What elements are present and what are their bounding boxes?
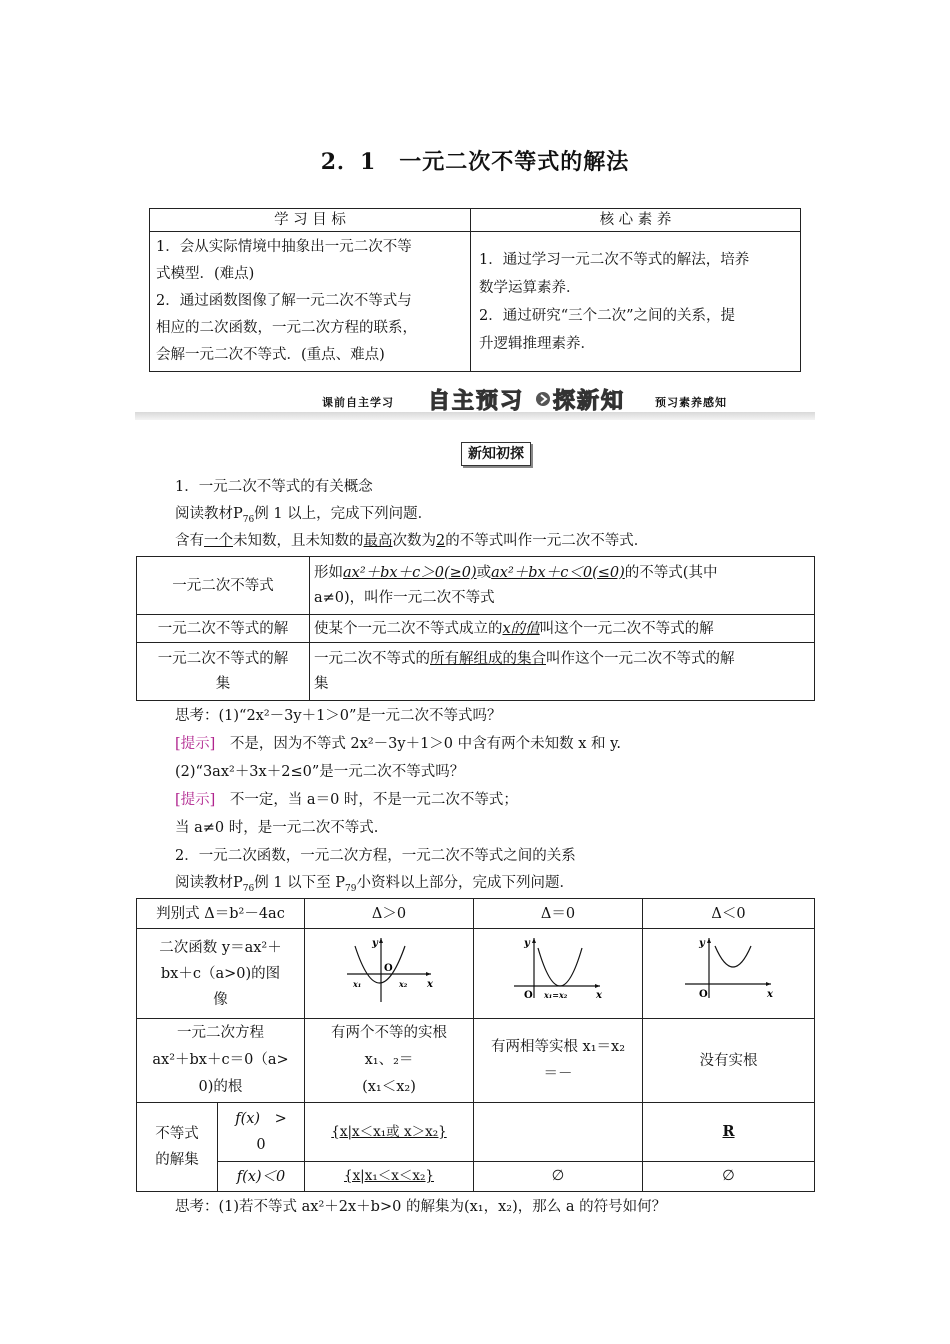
svg-text:x: x (427, 979, 433, 990)
rel-h1: Δ＞0 (305, 899, 474, 929)
concept-r3-label: 一元二次不等式的解 集 (137, 643, 310, 701)
objectives-left-cell (150, 232, 471, 372)
svg-text:y: y (524, 938, 530, 949)
svg-text:x₂: x₂ (399, 979, 408, 989)
concept-r2-label: 一元二次不等式的解 (137, 615, 310, 643)
svg-text:O: O (524, 990, 533, 1001)
literacy-line: 升逻辑推理素养． (479, 335, 595, 352)
rel-root-2: 有两相等实根 x₁＝x₂ ＝－ (474, 1019, 643, 1103)
concept-table (136, 556, 815, 701)
s2-heading: 2．一元二次函数，一元二次方程，一元二次不等式之间的关系 (175, 848, 576, 864)
objectives-table (149, 208, 801, 372)
banner-right-text: 预习素养感知 (655, 396, 727, 409)
think1-q1: 思考：(1)“2x²－3y＋1＞0”是一元二次不等式吗？ (175, 708, 502, 724)
page-title: 2．1 一元二次不等式的解法 (320, 149, 630, 175)
rel-lt-2: ∅ (474, 1161, 643, 1191)
s1-heading: 1．一元二次不等式的有关概念 (175, 479, 373, 495)
literacy-line: 2．通过研究“三个二次”之间的关系，提 (479, 307, 736, 324)
rel-root-label: 一元二次方程 ax²＋bx＋c＝0（a> 0)的根 (137, 1019, 305, 1103)
objectives-header-left: 学 习 目 标 (150, 209, 471, 232)
rel-lt-1: {x|x₁＜x＜x₂} (305, 1161, 474, 1191)
section-label (436, 442, 556, 464)
think1-a2: [提示] 不一定，当 a＝0 时，不是一元二次不等式； (175, 792, 518, 808)
rel-ineq-label: 不等式 的解集 (137, 1103, 218, 1191)
rel-graph-2 (474, 929, 643, 1019)
banner-arrow-icon (534, 390, 552, 408)
parabola-no-root-graph (679, 934, 779, 1004)
svg-text:O: O (384, 963, 393, 974)
rel-gt-1: {x|x＜x₁或 x＞x₂} (305, 1103, 474, 1162)
rel-graph-label: 二次函数 y＝ax²＋ bx＋c（a>0)的图 像 (137, 929, 305, 1019)
relation-table (136, 898, 815, 1192)
parabola-two-roots-graph (339, 934, 439, 1004)
concept-r3-content: 一元二次不等式的所有解组成的集合叫作这个一元二次不等式的解 集 (310, 643, 815, 701)
think2: 思考：(1)若不等式 ax²＋2x＋b>0 的解集为(x₁，x₂)，那么 a 的符号如何？ (175, 1199, 667, 1215)
rel-root-1: 有两个不等的实根 x₁、₂＝ (x₁＜x₂) (305, 1019, 474, 1103)
svg-text:x₁: x₁ (353, 979, 362, 989)
objective-line: 式模型．(难点) (156, 266, 255, 282)
concept-r2-content: 使某个一元二次不等式成立的x的值叫这个一元二次不等式的解 (310, 615, 815, 643)
concept-r1-content: 形如ax²＋bx＋c＞0(≥0)或ax²＋bx＋c＜0(≤0)的不等式(其中 a≠0)，叫作一元二次不等式 (310, 557, 815, 615)
think1-a2b: 当 a≠0 时，是一元二次不等式. (175, 820, 379, 836)
rel-lt-3: ∅ (643, 1161, 815, 1191)
svg-text:O: O (698, 989, 708, 1000)
literacy-line: 数学运算素养． (479, 279, 581, 296)
rel-h3: Δ＜0 (643, 899, 815, 929)
rel-h0: 判别式 Δ＝b²－4ac (137, 899, 305, 929)
concept-r1-label: 一元二次不等式 (137, 557, 310, 615)
parabola-one-root-graph (508, 934, 608, 1004)
think1-q2: (2)“3ax²＋3x＋2≤0”是一元二次不等式吗？ (175, 764, 465, 780)
objectives-right-cell (471, 232, 801, 372)
rel-graph-1 (305, 929, 474, 1019)
banner-big-left: 自主预习 (428, 389, 525, 414)
rel-ineq-label-cell (137, 1103, 305, 1192)
banner-big-right: 探新知 (553, 389, 626, 414)
objective-line: 会解一元二次不等式．(重点、难点) (156, 347, 385, 363)
literacy-line: 1．通过学习一元二次不等式的解法，培养 (479, 251, 750, 268)
section-label-text: 新知初探 (461, 442, 531, 466)
s1-definition: 含有一个未知数，且未知数的最高次数为2的不等式叫作一元二次不等式． (175, 533, 649, 549)
banner-left-text: 课前自主学习 (322, 396, 394, 409)
svg-text:x: x (596, 990, 602, 1001)
rel-root-3: 没有实根 (643, 1019, 815, 1103)
s2-read: 阅读教材$P_{76}$例 1 以下至 $P_{79}$小资料以上部分，完成下列问题． (175, 875, 574, 894)
svg-text:x: x (766, 989, 773, 1000)
objective-line: 相应的二次函数，一元二次方程的联系， (156, 320, 417, 336)
svg-text:x₁=x₂: x₁=x₂ (544, 990, 568, 1000)
rel-lt-label: f(x)＜0 (236, 1168, 286, 1185)
rel-gt-3: R (643, 1103, 815, 1162)
rel-h2: Δ＝0 (474, 899, 643, 929)
think1-a1: [提示] 不是，因为不等式 2x²－3y＋1＞0 中含有两个未知数 x 和 y. (175, 736, 622, 752)
objective-line: 1．会从实际情境中抽象出一元二次不等 (156, 239, 412, 255)
rel-graph-3 (643, 929, 815, 1019)
objectives-header-right: 核 心 素 养 (471, 209, 801, 232)
svg-text:y: y (698, 938, 705, 949)
svg-text:y: y (372, 938, 378, 949)
objective-line: 2．通过函数图像了解一元二次不等式与 (156, 293, 412, 309)
s1-read: 阅读教材$P_{76}$例 1 以上，完成下列问题． (175, 506, 433, 525)
rel-gt-2 (474, 1103, 643, 1162)
rel-gt-label: f(x) > 0 (218, 1103, 304, 1162)
